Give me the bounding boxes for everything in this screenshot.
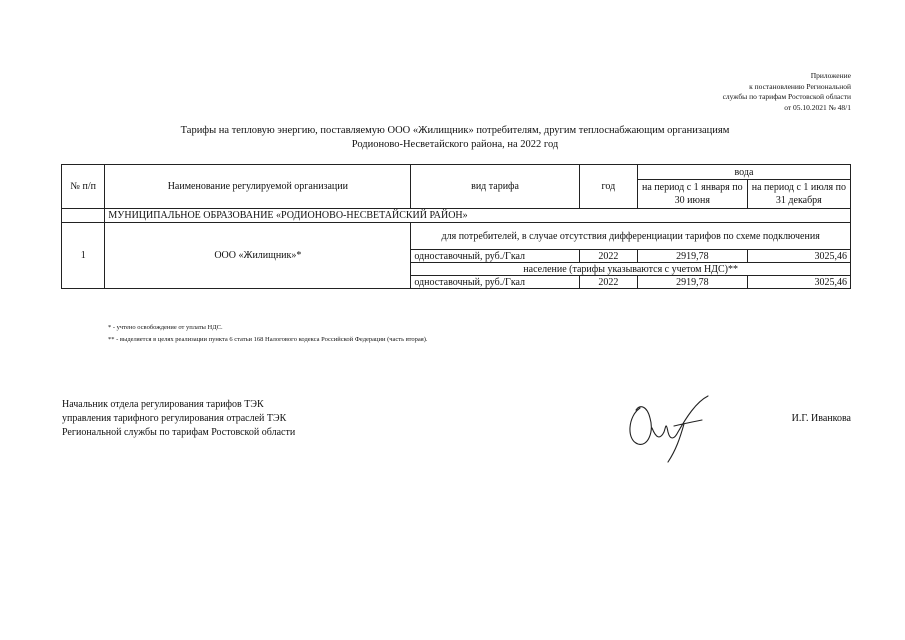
row-number: 1	[62, 223, 105, 289]
header-org: Наименование регулируемой организации	[105, 165, 411, 209]
header-period-1: на период с 1 января по 30 июня	[637, 180, 747, 209]
municipality-row: МУНИЦИПАЛЬНОЕ ОБРАЗОВАНИЕ «РОДИОНОВО-НЕСВЕТАЙСКИЙ РАЙОН»	[105, 209, 851, 223]
appendix-line: Приложение	[810, 71, 851, 80]
tariff-table	[61, 164, 851, 289]
document-title	[60, 124, 850, 151]
appendix-line: службы по тарифам Ростовской области	[722, 92, 851, 101]
header-num: № п/п	[62, 165, 105, 209]
section-label: население (тарифы указываются с учетом НДС)**	[411, 263, 851, 276]
period-2-value: 3025,46	[747, 250, 850, 263]
footnotes	[108, 322, 428, 346]
org-name: ООО «Жилищник»*	[105, 223, 411, 289]
title-line-2: Родионово-Несветайского района, на 2022 год	[351, 138, 559, 150]
tariff-type-cell: одноставочный, руб./Гкал	[411, 250, 579, 263]
signer-line: управления тарифного регулирования отраслей ТЭК	[62, 413, 287, 424]
handwritten-signature	[622, 388, 712, 468]
section-label: для потребителей, в случае отсутствия дифференциации тарифов по схеме подключения	[411, 223, 851, 250]
appendix-line: к постановлению Региональной	[749, 81, 851, 91]
header-year: год	[579, 165, 637, 209]
appendix-header	[591, 71, 851, 113]
footnote-1: * - учтено освобождение от уплаты НДС.	[108, 324, 223, 331]
signer-line: Региональной службы по тарифам Ростовской области	[62, 427, 296, 438]
signer-line: Начальник отдела регулирования тарифов ТЭК	[62, 399, 264, 410]
signer-name: И.Г. Иванкова	[791, 413, 851, 424]
period-2-value: 3025,46	[747, 276, 850, 289]
footnote-2: ** - выделяется в целях реализации пункта 6 статьи 168 Налогового кодекса Российской Федерации (часть вторая).	[108, 336, 428, 343]
header-period-2: на период с 1 июля по 31 декабря	[747, 180, 850, 209]
title-line-1: Тарифы на тепловую энергию, поставляемую ООО «Жилищник» потребителям, другим теплоснабжающим организациям	[180, 125, 730, 136]
year-cell: 2022	[579, 250, 637, 263]
header-tariff-type: вид тарифа	[411, 165, 579, 209]
municipality-spacer	[62, 209, 105, 223]
period-1-value: 2919,78	[637, 250, 747, 263]
year-cell: 2022	[579, 276, 637, 289]
signer-position	[62, 398, 295, 440]
period-1-value: 2919,78	[637, 276, 747, 289]
header-group-water: вода	[637, 165, 850, 180]
appendix-date: от 05.10.2021 № 48/1	[784, 102, 851, 112]
tariff-type-cell: одноставочный, руб./Гкал	[411, 276, 579, 289]
